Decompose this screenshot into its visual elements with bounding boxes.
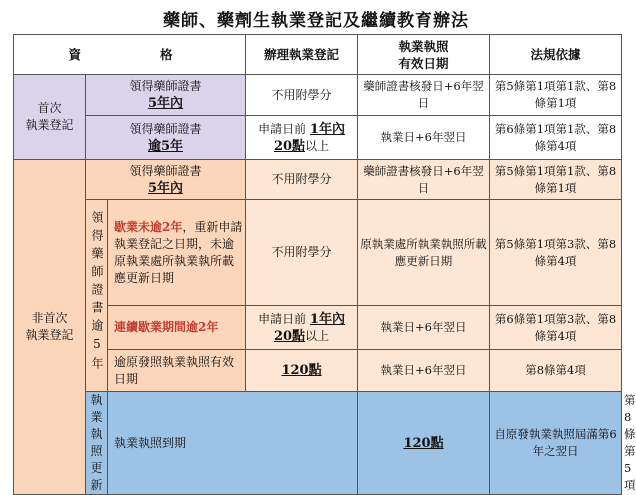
header-validity: 執業執照 有效日期 — [358, 35, 490, 75]
law-cell: 第5條第1項第3款、第8條第4項 — [490, 200, 622, 306]
law-cell: 第6條第1項第3款、第8條第4項 — [490, 306, 622, 350]
process-cell: 不用附學分 — [246, 160, 358, 200]
qual-cell: 連續歇業期間逾2年 — [108, 306, 246, 350]
process-cell: 不用附學分 — [246, 75, 358, 116]
qual-cell: 領得藥師證書 逾5年 — [86, 116, 246, 160]
validity-cell: 藥師證書核發日+6年翌日 — [358, 75, 490, 116]
row-label-renew: 執業執照 更新 — [86, 392, 108, 495]
law-cell: 第8條第4項 — [490, 350, 622, 392]
law-cell: 第5條第1項第1款、第8條第1項 — [490, 160, 622, 200]
qual-cell: 執業執照到期 — [108, 392, 358, 495]
process-cell: 120點 — [246, 350, 358, 392]
validity-cell: 執業日+6年翌日 — [358, 350, 490, 392]
validity-cell: 執業日+6年翌日 — [358, 116, 490, 160]
validity-cell: 執業日+6年翌日 — [358, 306, 490, 350]
process-cell: 申請日前 1年內 20點以上 — [246, 116, 358, 160]
validity-cell: 自原發執業執照屆滿第6年之翌日 — [490, 392, 622, 495]
process-cell: 不用附學分 — [246, 200, 358, 306]
qual-cell: 領得藥師證書 5年內 — [86, 75, 246, 116]
qual-cell: 歇業未逾2年，重新申請執業登記之日期，未逾原執業處所執業執所載應更新日期 — [108, 200, 246, 306]
qual-cell: 逾原發照執業執照有效日期 — [108, 350, 246, 392]
law-cell: 第5條第1項第1款、第8條第1項 — [490, 75, 622, 116]
process-cell: 120點 — [358, 392, 490, 495]
vertical-label: 領得藥師證書逾5年 — [86, 200, 108, 392]
row-label-first: 首次 執業登記 — [14, 75, 86, 160]
header-process: 辦理執業登記 — [246, 35, 358, 75]
qual-cell: 領得藥師證書 5年內 — [86, 160, 246, 200]
validity-cell: 原執業處所執業執照所載應更新日期 — [358, 200, 490, 306]
header-qualification: 資 格 — [14, 35, 246, 75]
header-law: 法規依據 — [490, 35, 622, 75]
process-cell: 申請日前 1年內 20點以上 — [246, 306, 358, 350]
row-label-nonfirst: 非首次 執業登記 — [14, 160, 86, 495]
registration-table: 資 格 辦理執業登記 執業執照 有效日期 法規依據 首次 執業登記 領得藥師證書 5年內 不用附學分 藥師證書核發日+6年翌日 第5條第1項第1款、第8條第1項 領得藥師證書 逾5年 申請日前 1年內 20點以上 執業日+6年翌日 第6條第1項第1款、第8條第4項 非首次 執業登記 領得藥師證書 5年內 不用附學分 藥師證書核發日+6年翌日 第5條第1項第1款、第8條第1項 領得藥師證書逾5年 歇業未逾2年，重新申請執業登記之日期，未逾原執業處所執業執所載應更新日期 不用附學分 原執業處所執業執照所載應更新日期 第5條第1項第3款、第8條第4項 連續歇業期間逾2年 申請日前 1年內 20點以上 執業日+6年翌日 第6條第1項第3款、第8條第4項 逾原發照執業執照有效日期 120點 執業日+6年翌日 第8條第4項 執業執照 更新 執業執照到期 120點 自原發執業執照屆滿第6年之翌日 第8條第5項 — [13, 34, 622, 495]
page-title: 藥師、藥劑生執業登記及繼續教育辦法 — [163, 11, 469, 31]
validity-cell: 藥師證書核發日+6年翌日 — [358, 160, 490, 200]
law-cell: 第6條第1項第1款、第8條第4項 — [490, 116, 622, 160]
